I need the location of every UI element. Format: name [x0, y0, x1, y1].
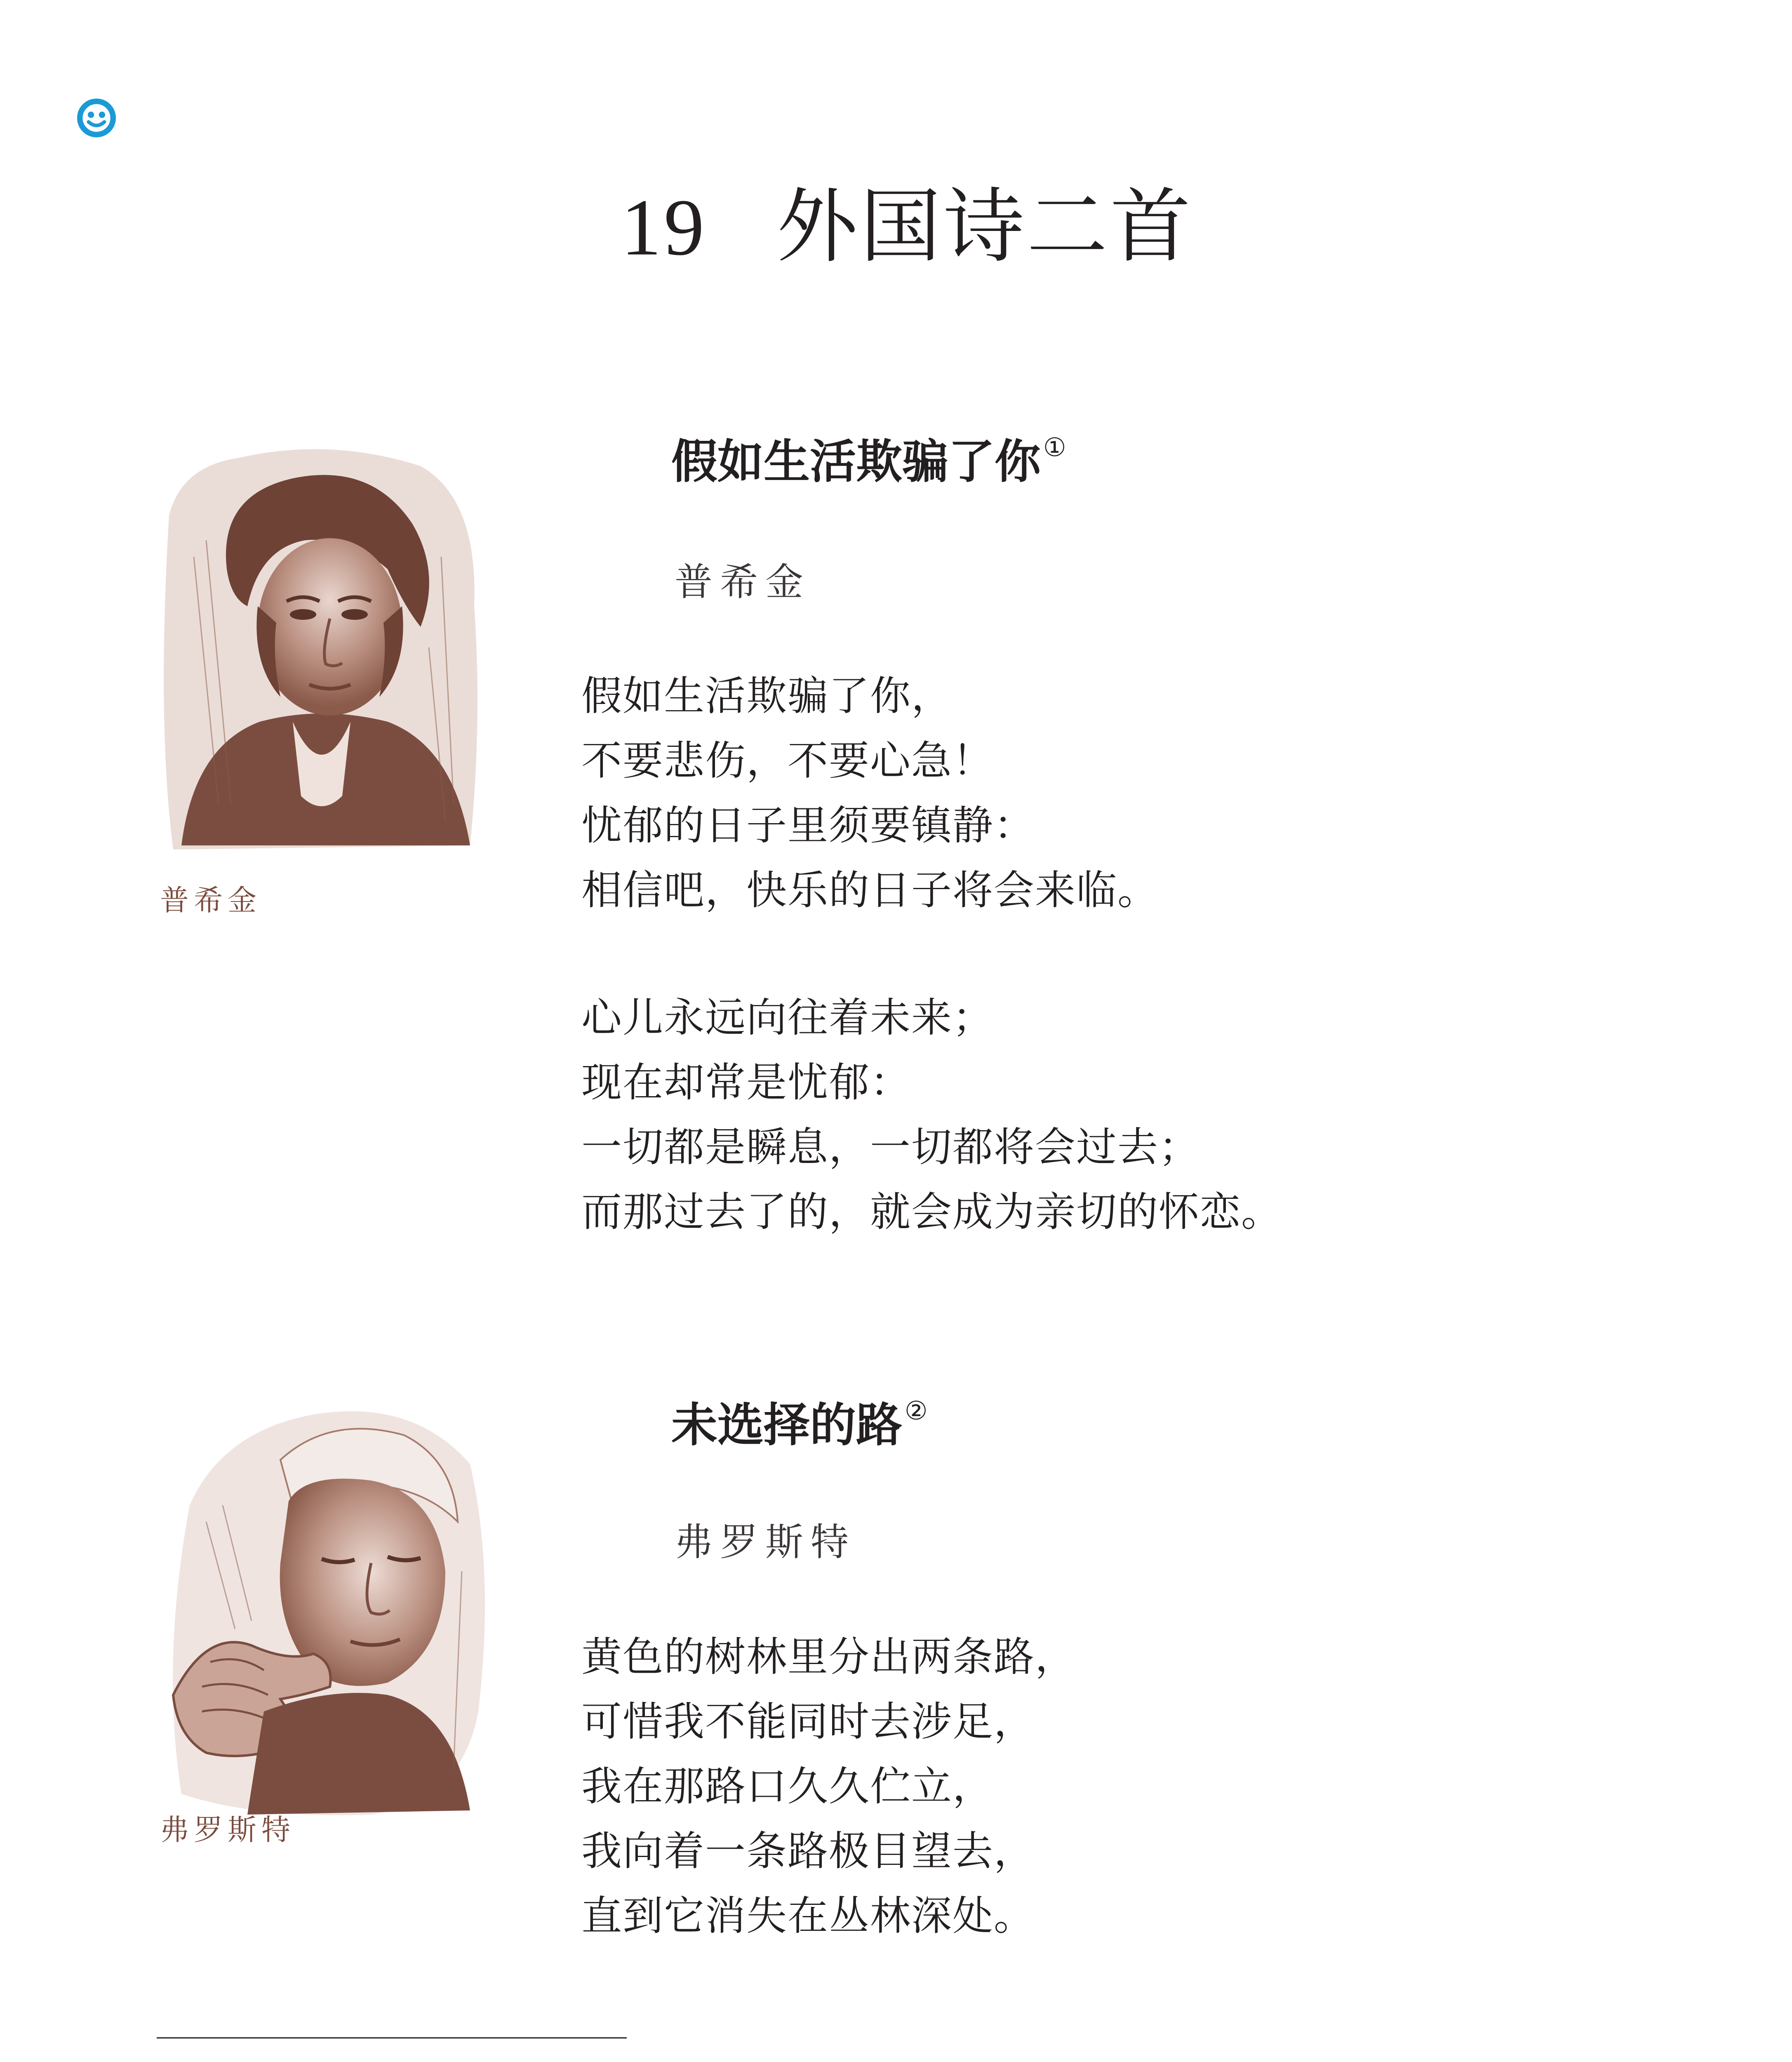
poem-line: 直到它消失在丛林深处。 [581, 1893, 1035, 1940]
poem-line: 可惜我不能同时去涉足， [581, 1698, 1035, 1745]
poem1-stanza-1 [581, 664, 1159, 923]
poem-line: 相信吧，快乐的日子将会来临。 [581, 867, 1159, 914]
poem-line: 心儿永远向往着未来； [581, 994, 994, 1041]
poem1-title [671, 417, 1066, 493]
poem2-stanza-1 [581, 1625, 1076, 1949]
poem2-title-text: 未选择的路 [671, 1398, 902, 1452]
pushkin-portrait [157, 433, 487, 870]
lesson-title [454, 173, 1361, 281]
poem-line: 我向着一条路极目望去， [581, 1828, 1035, 1875]
poem-line: 不要悲伤，不要心急！ [581, 737, 994, 784]
poem1-author: 普希金 [675, 560, 811, 604]
pushkin-caption: 普希金 [160, 883, 261, 917]
poem2-author: 弗罗斯特 [675, 1520, 856, 1564]
lesson-title-text: 外国诗二首 [776, 180, 1193, 274]
poem-line: 而那过去了的，就会成为亲切的怀恋。 [581, 1189, 1283, 1236]
frost-portrait [157, 1398, 495, 1819]
frost-caption: 弗罗斯特 [160, 1813, 295, 1847]
poem-line: 忧郁的日子里须要镇静： [581, 802, 1035, 849]
poem-line: 黄色的树林里分出两条路， [581, 1634, 1077, 1681]
poem-line: 一切都是瞬息，一切都将会过去； [581, 1124, 1200, 1171]
poem1-stanza-2 [581, 986, 1282, 1245]
lesson-number: 19 [621, 183, 707, 272]
poem-line: 我在那路口久久伫立， [581, 1763, 994, 1810]
poem-line: 假如生活欺骗了你， [581, 673, 953, 720]
poem2-title [671, 1380, 928, 1456]
poem1-title-text: 假如生活欺骗了你 [671, 435, 1041, 489]
smiley-icon [77, 98, 116, 138]
poem2-footnote-ref[interactable]: ② [905, 1396, 928, 1426]
poem1-footnote-ref[interactable]: ① [1043, 432, 1066, 462]
footnote-divider [157, 2037, 627, 2038]
poem-line: 现在却常是忧郁： [581, 1059, 912, 1106]
